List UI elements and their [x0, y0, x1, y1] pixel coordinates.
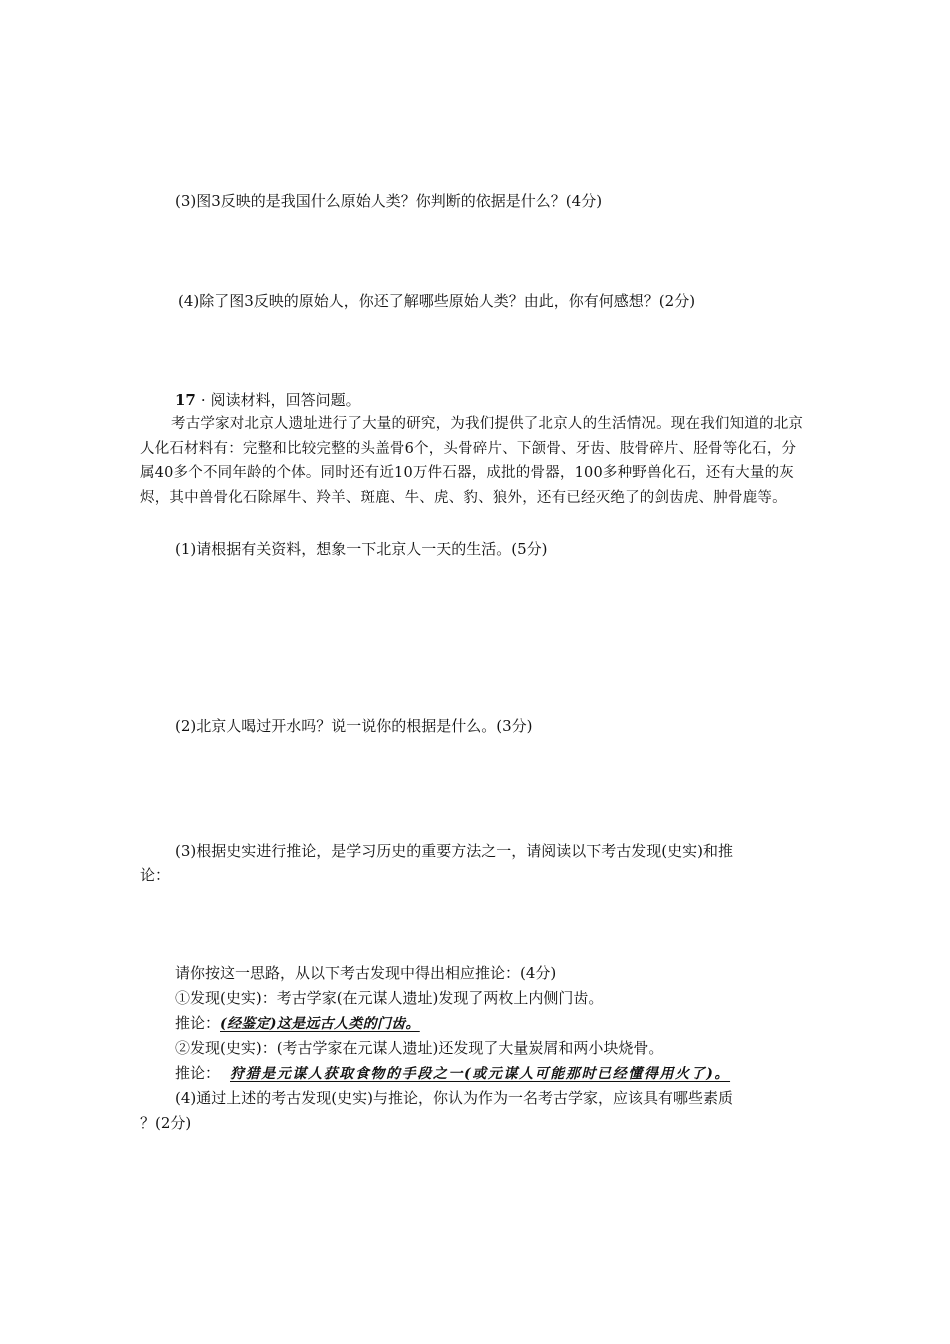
q17-part3-line1: (3)根据史实进行推论，是学习历史的重要方法之一，请阅读以下考古发现(史实)和推 [175, 842, 733, 860]
q17-part4-line1: (4)通过上述的考古发现(史实)与推论，你认为作为一名考古学家，应该具有哪些素质 [175, 1089, 733, 1107]
q17-part3-prompt: 请你按这一思路，从以下考古发现中得出相应推论：(4分) [175, 964, 557, 982]
inference-2-answer: 狩猎是元谋人获取食物的手段之一(或元谋人可能那时已经懂得用火了)。 [230, 1066, 731, 1082]
inference-1-row [175, 1013, 420, 1034]
question-separator: · [200, 391, 206, 409]
finding-1: ①发现(史实)：考古学家(在元谋人遗址)发现了两枚上内侧门齿。 [175, 989, 604, 1007]
q17-part2: (2)北京人喝过开水吗？说一说你的根据是什么。(3分) [175, 717, 533, 735]
question-instruction: 阅读材料，回答问题。 [210, 391, 361, 409]
q17-material [140, 412, 808, 510]
q16-part4: (4)除了图3反映的原始人，你还了解哪些原始人类？由此，你有何感想？(2分) [178, 292, 696, 310]
finding-2: ②发现(史实)：(考古学家在元谋人遗址)还发现了大量炭屑和两小块烧骨。 [175, 1039, 664, 1057]
q17-part3-line2: 论： [140, 866, 171, 884]
q17-part4-line2: ？(2分) [140, 1114, 192, 1132]
q17-part1: (1)请根据有关资料，想象一下北京人一天的生活。(5分) [175, 540, 548, 558]
inference-label: 推论： [175, 1014, 221, 1032]
inference-1-answer: (经鉴定)这是远古人类的门齿。 [220, 1016, 420, 1032]
q17-header [175, 390, 361, 410]
inference-2-row [175, 1063, 730, 1084]
question-number: 17 [175, 391, 196, 409]
inference-label: 推论： [175, 1064, 221, 1082]
q16-part3: (3)图3反映的是我国什么原始人类？你判断的依据是什么？(4分) [175, 192, 603, 210]
material-text: 考古学家对北京人遗址进行了大量的研究，为我们提供了北京人的生活情况。现在我们知道的北京人化石材料有：完整和比较完整的头盖骨6个，头骨碎片、下颌骨、牙齿、肢骨碎片、胫骨等化石，分属40多个不同年龄的个体。同时还有近10万件石器，成批的骨器，100多种野兽化石，还有大量的灰烬，其中兽骨化石除犀牛、羚羊、斑鹿、牛、虎、豹、狼外，还有已经灭绝了的剑齿虎、肿骨鹿等。 [140, 416, 804, 506]
